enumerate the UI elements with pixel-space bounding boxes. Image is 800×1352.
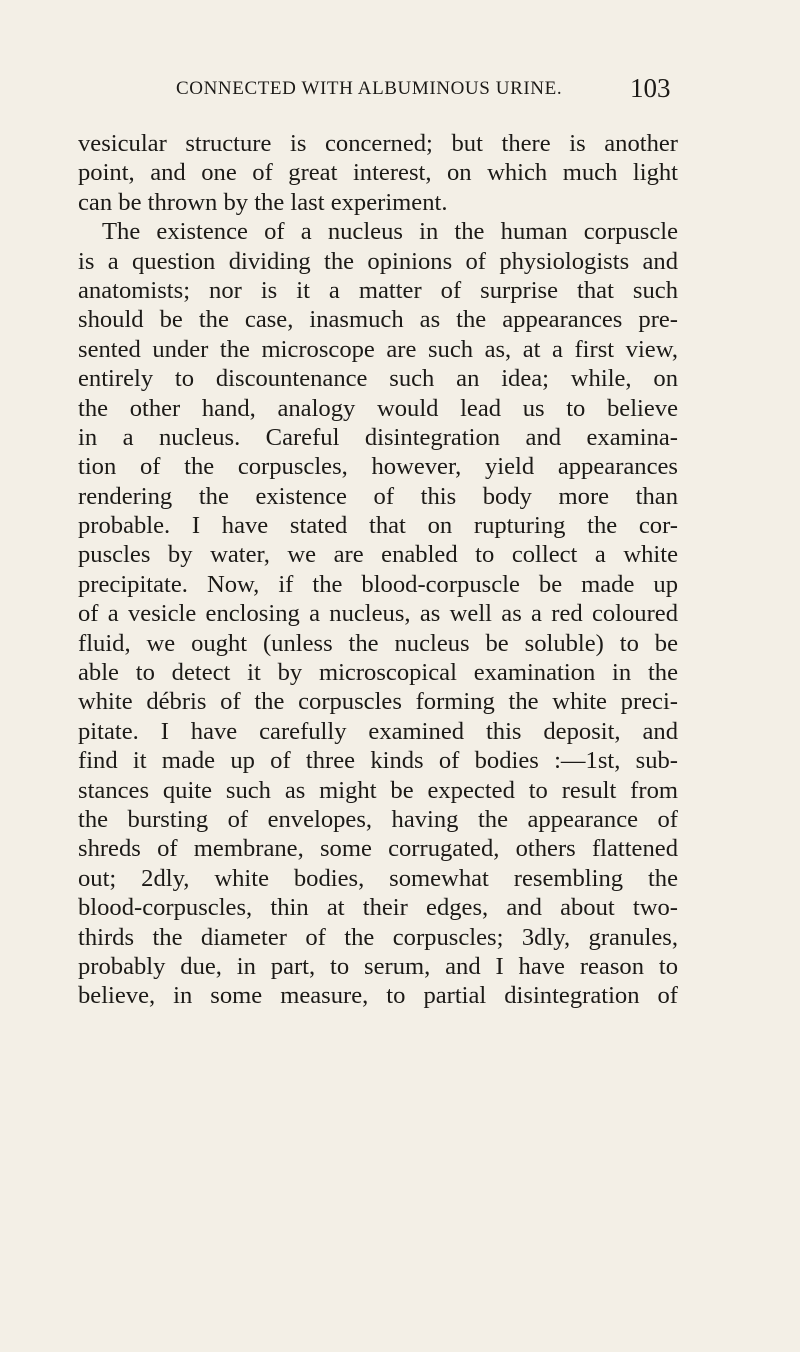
text-line: white débris of the corpuscles forming the white preci- [78,688,678,716]
text-line: believe, in some measure, to partial disintegration of [78,982,678,1010]
text-line: the bursting of envelopes, having the appearance of [78,805,678,833]
text-line: sented under the microscope are such as, at a first view, [78,335,678,363]
text-line: can be thrown by the last experiment. [78,188,448,216]
text-line: fluid, we ought (unless the nucleus be soluble) to be [78,629,678,657]
text-line: puscles by water, we are enabled to collect a white [78,541,678,569]
body-text [78,129,678,1011]
text-line: the other hand, analogy would lead us to believe [78,394,678,422]
text-line: shreds of membrane, some corrugated, others flattened [78,835,678,863]
text-line: anatomists; nor is it a matter of surprise that such [78,276,678,304]
text-line: blood-corpuscles, thin at their edges, and about two- [78,894,678,922]
text-line: entirely to discountenance such an idea; while, on [78,365,678,393]
text-line: stances quite such as might be expected to result from [78,776,678,804]
text-line: The existence of a nucleus in the human corpuscle [102,218,678,246]
text-line: rendering the existence of this body more than [78,482,678,510]
text-line: able to detect it by microscopical examination in the [78,659,678,687]
text-line: pitate. I have carefully examined this deposit, and [78,717,678,745]
text-line: in a nucleus. Careful disintegration and examina- [78,423,678,451]
text-line: probably due, in part, to serum, and I have reason to [78,952,678,980]
text-line: of a vesicle enclosing a nucleus, as well as a red coloured [78,600,678,628]
text-line: is a question dividing the opinions of physiologists and [78,247,678,275]
running-head: CONNECTED WITH ALBUMINOUS URINE. [176,78,563,99]
text-line: out; 2dly, white bodies, somewhat resembling the [78,864,678,892]
text-line: find it made up of three kinds of bodies :—1st, sub- [78,747,678,775]
text-line: probable. I have stated that on rupturing the cor- [78,512,678,540]
text-line: tion of the corpuscles, however, yield appearances [78,453,678,481]
text-line: precipitate. Now, if the blood-corpuscle be made up [78,570,678,598]
text-line: point, and one of great interest, on which much light [78,159,678,187]
text-line: should be the case, inasmuch as the appearances pre- [78,306,678,334]
text-line: thirds the diameter of the corpuscles; 3dly, granules, [78,923,678,951]
text-line: vesicular structure is concerned; but there is another [78,130,678,157]
page-number: 103 [630,73,671,103]
